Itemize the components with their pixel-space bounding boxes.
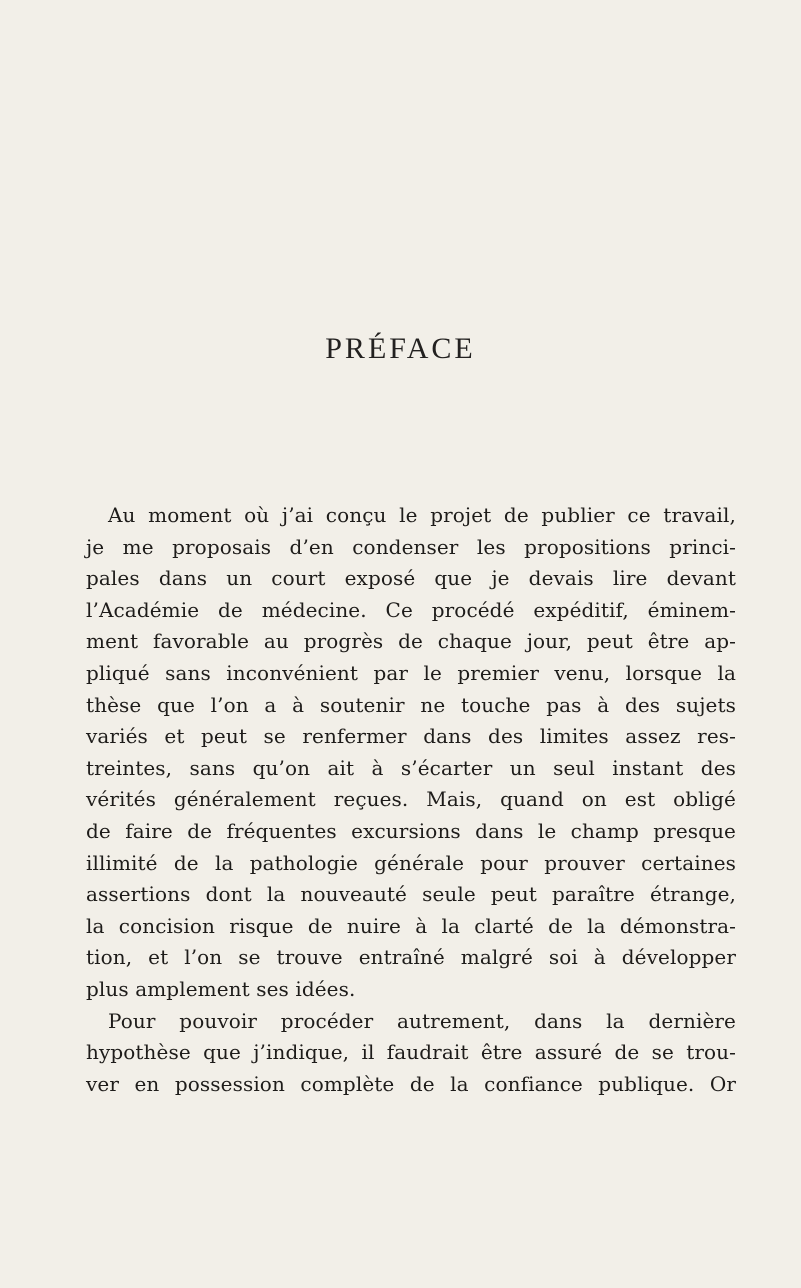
text-line: treintes, sans qu’on ait à s’écarter un seul instant des [86, 755, 736, 780]
text-line: pales dans un court exposé que je devais lire devant [86, 566, 736, 591]
text-line: Pour pouvoir procéder autrement, dans la dernière [108, 1008, 736, 1033]
page-title: PRÉFACE [325, 332, 476, 365]
text-line: de faire de fréquentes excursions dans le champ presque [86, 818, 736, 843]
text-line: ment favorable au progrès de chaque jour, peut être ap- [86, 629, 736, 654]
text-line: pliqué sans inconvénient par le premier venu, lorsque la [86, 660, 736, 685]
text-line: vérités généralement reçues. Mais, quand on est obligé [86, 787, 736, 812]
text-line: je me proposais d’en condenser les propositions princi- [86, 534, 736, 559]
text-line: thèse que l’on a à soutenir ne touche pas à des sujets [86, 692, 736, 717]
text-line: tion, et l’on se trouve entraîné malgré soi à développer [86, 945, 736, 970]
text-line: l’Académie de médecine. Ce procédé expéditif, éminem- [86, 597, 736, 622]
text-line: ver en possession complète de la confiance publique. Or [86, 1071, 736, 1096]
text-line: illimité de la pathologie générale pour prouver certaines [86, 850, 736, 875]
text-line: la concision risque de nuire à la clarté de la démonstra- [86, 913, 736, 938]
text-line: assertions dont la nouveauté seule peut paraître étrange, [86, 882, 736, 907]
text-line: variés et peut se renfermer dans des limites assez res- [86, 724, 736, 749]
preface-body [86, 500, 736, 1100]
text-line: Au moment où j’ai conçu le projet de publier ce travail, [108, 503, 736, 527]
text-line: hypothèse que j’indique, il faudrait être assuré de se trou- [86, 1040, 736, 1065]
text-line: plus amplement ses idées. [86, 976, 356, 1001]
